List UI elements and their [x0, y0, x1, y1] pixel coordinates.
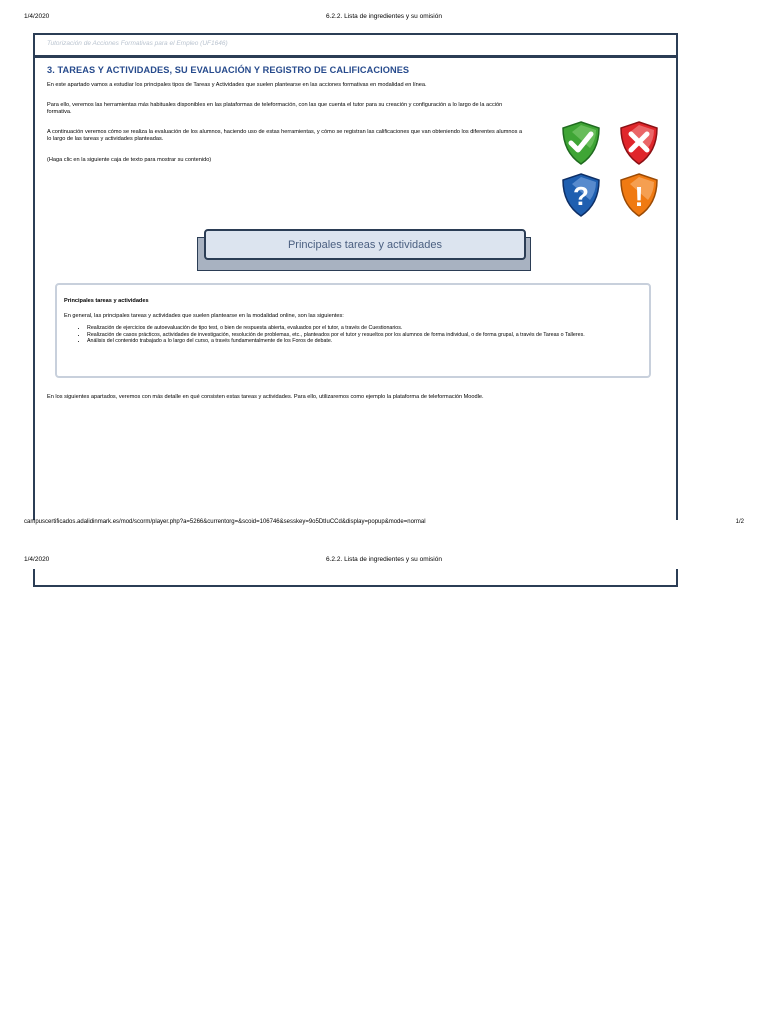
- expanded-content-box: [55, 283, 651, 378]
- section-heading: 3. TAREAS Y ACTIVIDADES, SU EVALUACIÓN Y REGISTRO DE CALIFICACIONES: [47, 65, 410, 75]
- list-item: • Análisis del contenido trabajado a lo largo del curso, a través fundamentalmente de los Foros de debate.: [87, 338, 645, 345]
- box-intro: En general, las principales tareas y actividades que suelen plantearse en la modalidad online, son las siguientes:: [64, 313, 344, 319]
- paragraph-1: En este apartado vamos a estudiar los principales tipos de Tareas y Actividades que suelen plantearse en las acciones formativas en modalidad en línea.: [47, 82, 427, 88]
- page-number: 1/2: [735, 519, 744, 525]
- list-item: • Realización de ejercicios de autoevaluación de tipo test, o bien de respuesta abierta, evaluados por el tutor, a través de Cuestionarios.: [87, 325, 645, 332]
- course-label: Tutorización de Acciones Formativas para el Empleo (UF1646): [47, 40, 228, 47]
- footer-url: campuscertificados.adalidinmark.es/mod/scorm/player.php?a=5266&currentorg=&scoid=106746&sesskey=9o5DtIuCCd&display=popup&mode=normal: [24, 519, 426, 525]
- paragraph-3: A continuación veremos cómo se realiza la evaluación de los alumnos, haciendo uso de estas herramientas, y cómo se registran las calificaciones que van obteniendo los diferentes alumnos a lo largo de las tareas y actividades planteadas.: [47, 129, 523, 143]
- svg-text:!: !: [634, 181, 644, 212]
- svg-text:?: ?: [573, 181, 589, 211]
- activities-list: [79, 325, 645, 345]
- content-frame: [33, 33, 678, 520]
- show-content-button[interactable]: Principales tareas y actividades: [204, 229, 526, 260]
- toggle-button-wrapper: [197, 229, 529, 269]
- content-frame-continued: [33, 569, 678, 587]
- course-bar: [35, 35, 676, 58]
- header-title: 6.2.2. Lista de ingredientes y su omisión: [326, 13, 442, 20]
- box-title: Principales tareas y actividades: [64, 298, 149, 304]
- header-title: 6.2.2. Lista de ingredientes y su omisión: [326, 556, 442, 563]
- list-item: • Realización de casos prácticos, actividades de investigación, resolución de problemas, etc., planteados por el tutor y resueltos por los alumnos de forma individual, o de forma grupal, a través de Tareas o Talleres.: [87, 332, 645, 339]
- paragraph-2: Para ello, veremos las herramientas más habituales disponibles en las plataformas de teleformación, con las que cuenta el tutor para su creación y configuración a lo largo de la acción formativa.: [47, 102, 503, 116]
- header-date: 1/4/2020: [24, 13, 50, 20]
- header-date: 1/4/2020: [24, 556, 50, 563]
- check-shield-icon: [560, 120, 602, 166]
- after-box-paragraph: En los siguientes apartados, veremos con más detalle en qué consisten estas tareas y actividades. Para ello, utilizaremos como ejemplo la plataforma de teleformación Moodle.: [47, 393, 484, 400]
- question-shield-icon: [560, 172, 602, 218]
- exclamation-shield-icon: [618, 172, 660, 218]
- shield-icons: [560, 120, 670, 220]
- section-content: [47, 65, 662, 400]
- cross-shield-icon: [618, 120, 660, 166]
- paragraph-4: (Haga clic en la siguiente caja de texto para mostrar su contenido): [47, 157, 212, 163]
